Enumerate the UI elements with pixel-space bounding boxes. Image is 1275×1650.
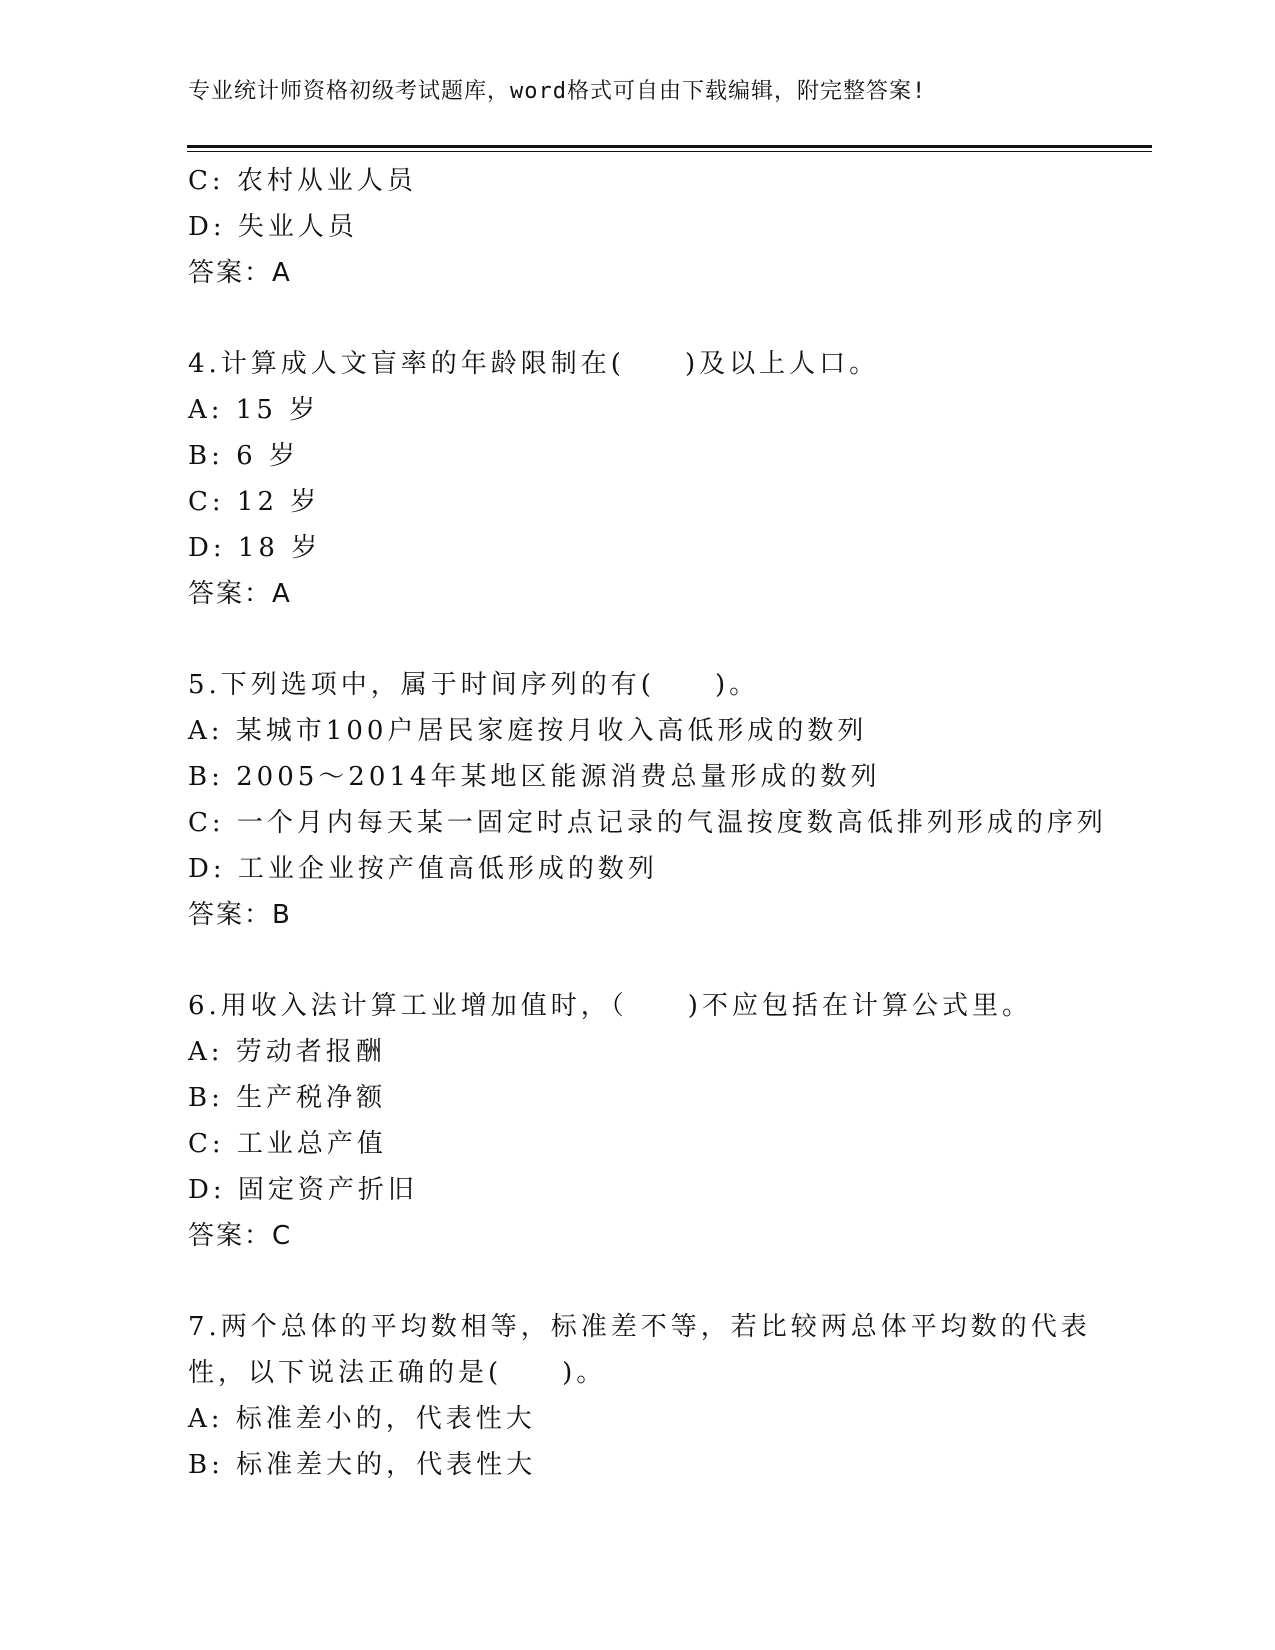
answer-line: 答案：A xyxy=(188,258,292,288)
option-b: B: 生产税净额 xyxy=(188,1083,387,1113)
option-a: A: 标准差小的，代表性大 xyxy=(188,1404,536,1434)
option-b: B: 6 岁 xyxy=(188,441,299,471)
question-stem: 4.计算成人文盲率的年龄限制在( )及以上人口。 xyxy=(188,349,880,379)
option-c: C: 农村从业人员 xyxy=(188,166,417,196)
question-stem: 7.两个总体的平均数相等，标准差不等，若比较两总体平均数的代表 xyxy=(188,1312,1091,1342)
header-rule xyxy=(187,145,1152,148)
question-stem: 6.用收入法计算工业增加值时，（ )不应包括在计算公式里。 xyxy=(188,991,1032,1021)
question-stem-continued: 性，以下说法正确的是( )。 xyxy=(188,1358,607,1388)
option-d: D: 固定资产折旧 xyxy=(188,1175,418,1205)
question-block xyxy=(188,341,1088,617)
question-list xyxy=(188,158,1107,1488)
page-header: 专业统计师资格初级考试题库，word格式可自由下载编辑，附完整答案! xyxy=(188,79,927,104)
question-block xyxy=(188,662,1107,938)
answer-line: 答案：A xyxy=(188,579,292,609)
header-rule-thin xyxy=(187,151,1152,152)
option-d: D: 18 岁 xyxy=(188,533,322,563)
question-stem: 5.下列选项中，属于时间序列的有( )。 xyxy=(188,670,760,700)
option-b: B: 2005～2014年某地区能源消费总量形成的数列 xyxy=(188,762,881,792)
option-c: C: 工业总产值 xyxy=(188,1129,387,1159)
option-b: B: 标准差大的，代表性大 xyxy=(188,1450,537,1480)
option-a: A: 劳动者报酬 xyxy=(188,1037,386,1067)
option-d: D: 工业企业按产值高低形成的数列 xyxy=(188,854,658,884)
option-d: D: 失业人员 xyxy=(188,212,358,242)
question-block xyxy=(188,1304,1091,1488)
question-block xyxy=(188,158,1088,296)
answer-line: 答案：C xyxy=(188,1221,293,1251)
option-a: A: 15 岁 xyxy=(188,395,320,425)
option-c: C: 一个月内每天某一固定时点记录的气温按度数高低排列形成的序列 xyxy=(188,808,1107,838)
answer-line: 答案：B xyxy=(188,900,292,930)
option-c: C: 12 岁 xyxy=(188,487,321,517)
option-a: A: 某城市100户居民家庭按月收入高低形成的数列 xyxy=(188,716,868,746)
question-block xyxy=(188,983,1088,1259)
